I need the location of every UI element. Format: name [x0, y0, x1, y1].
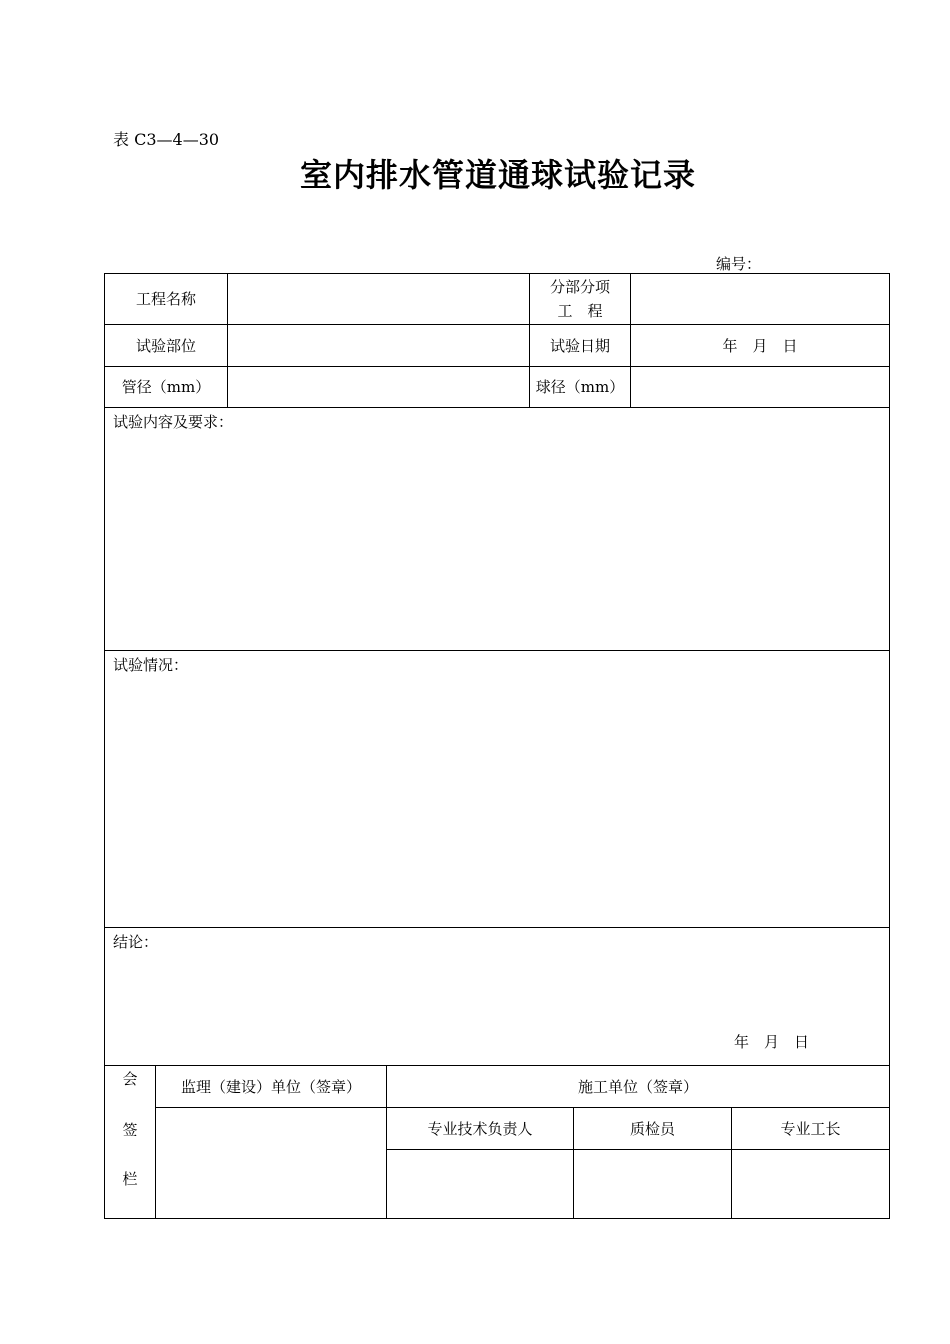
conclusion-label: 结论：: [113, 933, 159, 951]
supervision-signature-area[interactable]: [156, 1108, 386, 1218]
test-location-field[interactable]: [228, 325, 529, 366]
signoff-char-1: 会: [122, 1070, 138, 1088]
foreman-signature-area[interactable]: [732, 1150, 889, 1218]
row-divider: [104, 650, 890, 651]
ball-diameter-label: 球径（mm）: [535, 378, 625, 396]
ball-diameter-field[interactable]: [631, 367, 889, 407]
quality-inspector-label: 质检员: [629, 1119, 675, 1138]
row-divider: [104, 407, 890, 408]
document-title: 室内排水管道通球试验记录: [299, 156, 696, 194]
requirements-area[interactable]: [105, 432, 889, 649]
conclusion-area[interactable]: [105, 952, 889, 1022]
sub-project-label: [530, 274, 630, 324]
pipe-diameter-field[interactable]: [228, 367, 529, 407]
supervision-unit-label: 监理（建设）单位（签章）: [180, 1077, 361, 1096]
sub-project-label-line2: 工 程: [557, 302, 603, 320]
foreman-label: 专业工长: [780, 1119, 841, 1138]
test-location-label: 试验部位: [135, 336, 196, 355]
table-border-bottom: [104, 1218, 890, 1219]
sub-project-field[interactable]: [631, 274, 889, 324]
tech-lead-signature-area[interactable]: [387, 1150, 573, 1218]
table-border-right: [889, 273, 890, 1219]
signoff-char-3: 栏: [122, 1170, 138, 1188]
situation-label: 试验情况：: [113, 656, 189, 674]
project-name-field[interactable]: [228, 274, 529, 324]
test-date-label: 试验日期: [549, 336, 610, 355]
pipe-diameter-label: 管径（mm）: [121, 378, 211, 396]
requirements-label: 试验内容及要求：: [113, 413, 234, 431]
form-code: 表 C3—4—30: [113, 130, 220, 149]
project-name-label: 工程名称: [135, 290, 196, 308]
situation-area[interactable]: [105, 675, 889, 926]
conclusion-date: 年 月 日: [734, 1033, 810, 1051]
sub-project-label-line1: 分部分项: [549, 278, 610, 296]
row-divider: [104, 927, 890, 928]
signoff-char-2: 签: [122, 1121, 138, 1139]
serial-number-label: 编号：: [716, 255, 762, 273]
quality-inspector-signature-area[interactable]: [574, 1150, 731, 1218]
tech-lead-label: 专业技术负责人: [427, 1119, 533, 1138]
test-date-field[interactable]: 年 月 日: [722, 336, 798, 355]
construction-unit-label: 施工单位（签章）: [577, 1077, 698, 1096]
